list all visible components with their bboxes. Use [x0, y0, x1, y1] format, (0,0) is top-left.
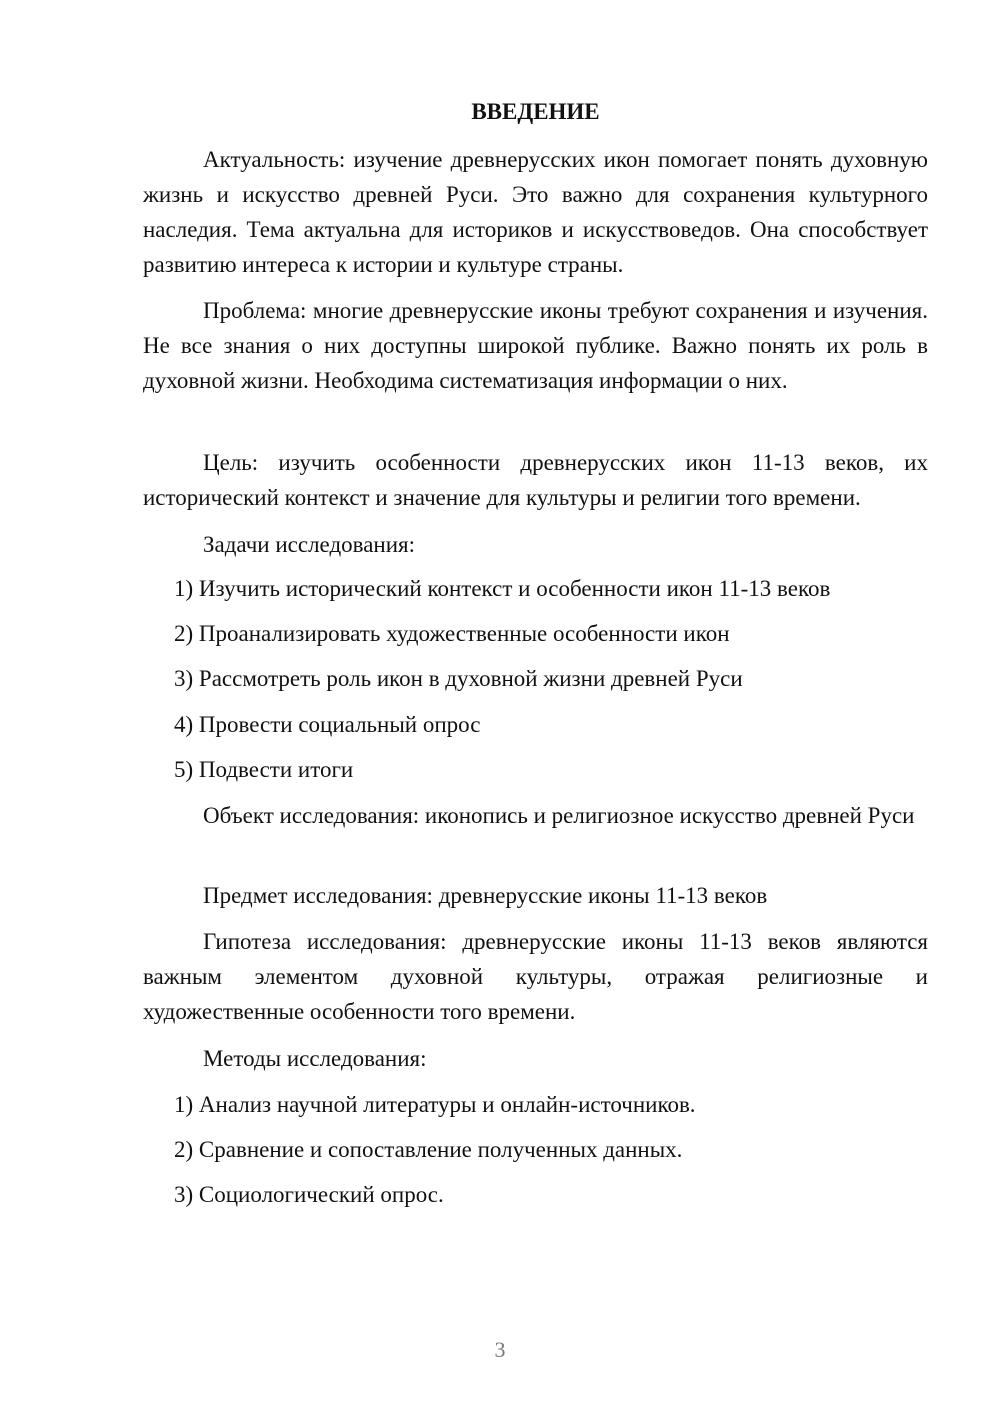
goal-paragraph: Цель: изучить особенности древнерусских икон 11-13 веков, их исторический контекст и значение для культуры и религии того времени. [143, 450, 928, 510]
tasks-label: Задачи исследования: [203, 532, 416, 557]
method-item: 1) Анализ научной литературы и онлайн-источников. [174, 1092, 696, 1117]
methods-label: Методы исследования: [203, 1046, 427, 1071]
section-title: ВВЕДЕНИЕ [471, 99, 600, 124]
subject-paragraph: Предмет исследования: древнерусские иконы 11-13 веков [203, 883, 768, 908]
task-item: 3) Рассмотреть роль икон в духовной жизни древней Руси [174, 666, 743, 691]
relevance-paragraph: Актуальность: изучение древнерусских икон помогает понять духовную жизнь и искусство древней Руси. Это важно для сохранения культурного наследия. Тема актуальна для историков и искусствоведов. Она способствует развитию интереса к истории и культуре страны. [143, 147, 928, 277]
task-item: 4) Провести социальный опрос [174, 712, 481, 737]
problem-paragraph: Проблема: многие древнерусские иконы требуют сохранения и изучения. Не все знания о них доступны широкой публике. Важно понять их роль в духовной жизни. Необходима систематизация информации о них. [143, 298, 928, 393]
page-number: 3 [494, 1337, 506, 1362]
method-item: 2) Сравнение и сопоставление полученных данных. [174, 1137, 683, 1162]
method-item: 3) Социологический опрос. [174, 1182, 444, 1207]
object-paragraph: Объект исследования: иконопись и религиозное искусство древней Руси [203, 803, 915, 828]
hypothesis-paragraph: Гипотеза исследования: древнерусские иконы 11-13 веков являются важным элементом духовной культуры, отражая религиозные и художественные особенности того времени. [143, 929, 928, 1024]
task-item: 5) Подвести итоги [174, 757, 354, 782]
task-item: 1) Изучить исторический контекст и особенности икон 11-13 веков [174, 576, 831, 601]
task-item: 2) Проанализировать художественные особенности икон [174, 621, 730, 646]
